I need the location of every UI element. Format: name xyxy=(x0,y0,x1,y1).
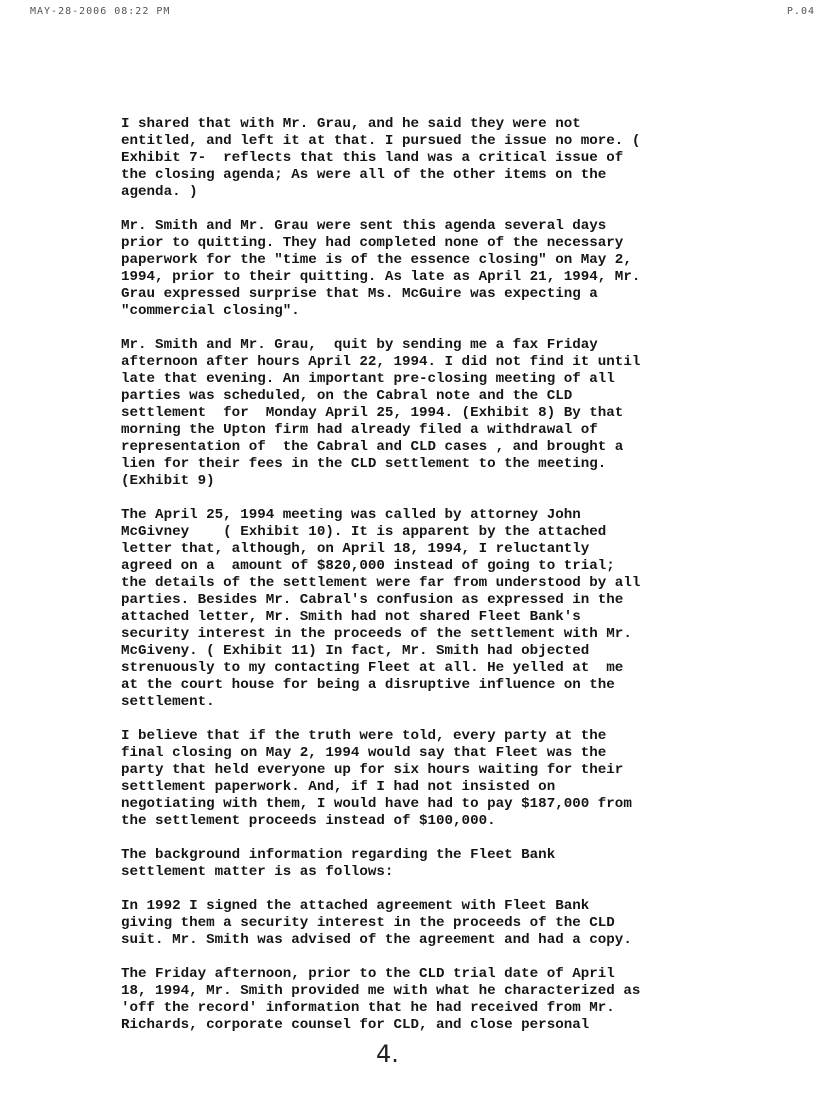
text-line: 'off the record' information that he had received from Mr. xyxy=(121,1000,615,1016)
text-line: "commercial closing". xyxy=(121,303,300,319)
text-line: Mr. Smith and Mr. Grau were sent this agenda several days xyxy=(121,218,607,234)
paragraph xyxy=(121,507,721,711)
paragraph xyxy=(121,898,721,949)
text-line: The April 25, 1994 meeting was called by attorney John xyxy=(121,507,581,523)
text-line: giving them a security interest in the proceeds of the CLD xyxy=(121,915,615,931)
paragraph xyxy=(121,337,721,490)
text-line: In 1992 I signed the attached agreement with Fleet Bank xyxy=(121,898,590,914)
text-line: party that held everyone up for six hours waiting for their xyxy=(121,762,624,778)
text-line: entitled, and left it at that. I pursued the issue no more. ( xyxy=(121,133,641,149)
paragraph xyxy=(121,728,721,830)
text-line: representation of the Cabral and CLD cases , and brought a xyxy=(121,439,624,455)
fax-header-page: P.04 xyxy=(786,6,815,17)
text-line: final closing on May 2, 1994 would say that Fleet was the xyxy=(121,745,607,761)
text-line: settlement matter is as follows: xyxy=(121,864,394,880)
page-number: 4. xyxy=(376,1040,399,1068)
text-line: The Friday afternoon, prior to the CLD trial date of April xyxy=(121,966,615,982)
fax-header-date: MAY-28-2006 08:22 PM xyxy=(30,6,171,17)
text-line: 18, 1994, Mr. Smith provided me with what he characterized as xyxy=(121,983,641,999)
text-line: settlement paperwork. And, if I had not insisted on xyxy=(121,779,556,795)
text-line: morning the Upton firm had already filed a withdrawal of xyxy=(121,422,598,438)
text-line: attached letter, Mr. Smith had not shared Fleet Bank's xyxy=(121,609,581,625)
text-line: agreed on a amount of $820,000 instead of going to trial; xyxy=(121,558,615,574)
text-line: settlement. xyxy=(121,694,215,710)
text-line: prior to quitting. They had completed none of the necessary xyxy=(121,235,624,251)
paragraph xyxy=(121,218,721,320)
text-line: security interest in the proceeds of the settlement with Mr. xyxy=(121,626,632,642)
text-line: Exhibit 7- reflects that this land was a critical issue of xyxy=(121,150,624,166)
text-line: the details of the settlement were far from understood by all xyxy=(121,575,641,591)
text-line: Grau expressed surprise that Ms. McGuire was expecting a xyxy=(121,286,598,302)
text-line: I shared that with Mr. Grau, and he said they were not xyxy=(121,116,581,132)
text-line: settlement for Monday April 25, 1994. (Exhibit 8) By that xyxy=(121,405,624,421)
text-line: (Exhibit 9) xyxy=(121,473,215,489)
text-line: parties was scheduled, on the Cabral note and the CLD xyxy=(121,388,573,404)
text-line: negotiating with them, I would have had to pay $187,000 from xyxy=(121,796,632,812)
text-line: I believe that if the truth were told, every party at the xyxy=(121,728,607,744)
paragraph xyxy=(121,966,721,1034)
text-line: Richards, corporate counsel for CLD, and close personal xyxy=(121,1017,590,1033)
paragraph xyxy=(121,847,721,881)
text-line: parties. Besides Mr. Cabral's confusion as expressed in the xyxy=(121,592,624,608)
fax-header xyxy=(0,6,839,18)
text-line: 1994, prior to their quitting. As late as April 21, 1994, Mr. xyxy=(121,269,641,285)
text-line: letter that, although, on April 18, 1994, I reluctantly xyxy=(121,541,590,557)
text-line: lien for their fees in the CLD settlement to the meeting. xyxy=(121,456,607,472)
text-line: afternoon after hours April 22, 1994. I did not find it until xyxy=(121,354,641,370)
text-line: McGivney ( Exhibit 10). It is apparent by the attached xyxy=(121,524,607,540)
text-line: strenuously to my contacting Fleet at all. He yelled at me xyxy=(121,660,624,676)
text-line: McGiveny. ( Exhibit 11) In fact, Mr. Smith had objected xyxy=(121,643,590,659)
text-line: The background information regarding the Fleet Bank xyxy=(121,847,556,863)
text-line: paperwork for the "time is of the essence closing" on May 2, xyxy=(121,252,632,268)
text-line: Mr. Smith and Mr. Grau, quit by sending me a fax Friday xyxy=(121,337,598,353)
text-line: late that evening. An important pre-closing meeting of all xyxy=(121,371,615,387)
text-line: agenda. ) xyxy=(121,184,198,200)
text-line: the closing agenda; As were all of the other items on the xyxy=(121,167,607,183)
text-line: at the court house for being a disruptive influence on the xyxy=(121,677,615,693)
document-body xyxy=(121,116,721,1051)
text-line: the settlement proceeds instead of $100,000. xyxy=(121,813,496,829)
text-line: suit. Mr. Smith was advised of the agreement and had a copy. xyxy=(121,932,632,948)
paragraph xyxy=(121,116,721,201)
